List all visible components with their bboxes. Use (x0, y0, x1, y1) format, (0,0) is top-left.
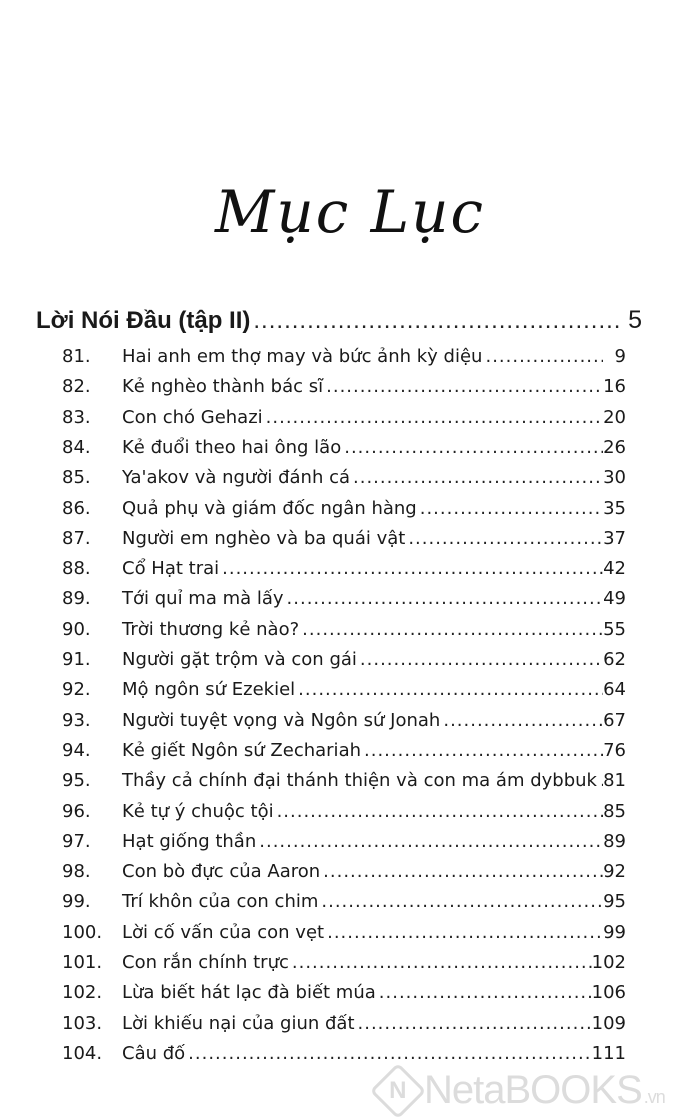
entry-number: 86. (62, 497, 91, 519)
toc-entry[interactable] (0, 1043, 700, 1071)
entry-title-with-leader (122, 710, 606, 731)
entry-number: 88. (62, 558, 91, 580)
entry-number: 83. (62, 406, 91, 428)
entry-title: Kẻ nghèo thành bác sĩ (122, 376, 324, 398)
entry-number: 97. (62, 830, 91, 852)
dot-leader (364, 740, 603, 761)
page-title: Mục Lục (214, 178, 485, 246)
entry-title: Lời khiếu nại của giun đất (122, 1012, 355, 1034)
entry-page-number: 95 (603, 891, 626, 913)
entry-title: Hai anh em thợ may và bức ảnh kỳ diệu (122, 346, 483, 367)
entry-page-number: 35 (603, 497, 626, 519)
dot-leader (266, 407, 603, 428)
watermark-text: NetaBOOKS .vn (424, 1068, 665, 1112)
entry-page-number: 81 (603, 770, 626, 792)
dot-leader (353, 467, 603, 488)
entry-number: 82. (62, 376, 91, 398)
entry-page-number: 109 (591, 1012, 626, 1034)
entry-page-number: 89 (603, 830, 626, 852)
toc-entry[interactable] (0, 558, 700, 586)
dot-leader (302, 619, 603, 640)
netabooks-logo-icon: N (370, 1062, 427, 1119)
entry-number: 100. (62, 921, 103, 943)
entry-title: Kẻ đuổi theo hai ông lão (122, 436, 342, 458)
entry-title: Lừa biết hát lạc đà biết múa (122, 982, 376, 1004)
dot-leader (326, 376, 603, 397)
entry-page-number: 102 (591, 952, 626, 973)
dot-leader (323, 861, 603, 882)
entry-title-with-leader (122, 952, 596, 973)
dot-leader (420, 498, 603, 519)
entry-title-with-leader (122, 467, 606, 488)
dot-leader (259, 831, 603, 852)
entry-title: Mộ ngôn sứ Ezekiel (122, 679, 296, 701)
entry-page-number: 55 (603, 618, 626, 640)
entry-title-with-leader (122, 376, 606, 397)
entry-page-number: 111 (591, 1042, 626, 1064)
entry-title-with-leader (122, 982, 596, 1003)
toc-entry[interactable] (0, 861, 700, 889)
entry-title-with-leader (122, 619, 606, 640)
entry-title: Cổ Hạt trai (122, 558, 220, 580)
dot-leader (292, 952, 593, 973)
dot-leader (222, 558, 603, 579)
entry-page-number: 30 (603, 467, 626, 489)
entry-number: 93. (62, 709, 91, 731)
entry-title-with-leader (122, 1043, 596, 1064)
entry-title-with-leader (122, 922, 606, 943)
entry-page-number: 42 (603, 558, 626, 580)
dot-leader (379, 982, 593, 1003)
entry-title-with-leader (122, 528, 606, 549)
entry-page-number: 76 (603, 739, 626, 761)
entry-title-with-leader (122, 891, 606, 912)
dot-leader (408, 528, 603, 549)
entry-page-number: 49 (603, 588, 626, 610)
entry-number: 92. (62, 679, 91, 701)
entry-title: Trời thương kẻ nào? (122, 618, 300, 640)
entry-title: Kẻ tự ý chuộc tội (122, 800, 274, 822)
entry-number: 90. (62, 618, 91, 640)
toc-entry[interactable] (0, 922, 700, 950)
dot-leader (360, 649, 603, 670)
entry-number: 91. (62, 649, 91, 670)
toc-entry[interactable] (0, 831, 700, 859)
toc-entry[interactable] (0, 982, 700, 1010)
toc-entry[interactable] (0, 588, 700, 616)
entry-title-with-leader (122, 1013, 596, 1034)
entry-title-with-leader (122, 679, 606, 700)
entry-number: 87. (62, 527, 91, 549)
dot-leader (358, 1013, 594, 1034)
dot-leader (298, 679, 603, 700)
entry-page-number: 16 (603, 376, 626, 398)
entry-title: Câu đố (122, 1042, 186, 1064)
entry-page-number: 64 (603, 679, 626, 701)
entry-number: 101. (62, 952, 103, 973)
entry-page-number: 99 (603, 921, 626, 943)
entry-title-with-leader (122, 831, 606, 852)
preface-page-number: 5 (628, 306, 642, 334)
entry-title: Lời cố vấn của con vẹt (122, 921, 325, 943)
entry-number: 94. (62, 739, 91, 761)
toc-entry[interactable] (0, 498, 700, 526)
toc-entry[interactable] (0, 770, 700, 798)
entry-page-number: 20 (603, 406, 626, 428)
dot-leader (327, 922, 603, 943)
entry-title: Ya'akov và người đánh cá (122, 467, 350, 489)
toc-entry[interactable] (0, 891, 700, 919)
dot-leader (253, 307, 623, 335)
entry-number: 96. (62, 800, 91, 822)
entry-title: Tới quỉ ma mà lấy (122, 588, 284, 610)
entry-number: 85. (62, 467, 91, 489)
toc-entry[interactable] (0, 710, 700, 738)
entry-title: Kẻ giết Ngôn sứ Zechariah (122, 739, 362, 761)
entry-title: Hạt giống thần (122, 830, 257, 852)
entry-title: Quả phụ và giám đốc ngân hàng (122, 497, 417, 519)
toc-entry[interactable] (0, 679, 700, 707)
toc-entry[interactable] (0, 528, 700, 556)
entry-number: 84. (62, 436, 91, 458)
entry-number: 89. (62, 588, 91, 610)
entry-title: Người tuyệt vọng và Ngôn sứ Jonah (122, 709, 441, 731)
entry-page-number: 62 (603, 649, 626, 670)
entry-page-number: 106 (591, 982, 626, 1004)
entry-page-number: 37 (603, 527, 626, 549)
entry-title-with-leader (122, 407, 606, 428)
entry-number: 95. (62, 770, 91, 792)
entry-page-number: 92 (603, 861, 626, 883)
entry-title-with-leader (122, 558, 606, 579)
entry-number: 103. (62, 1012, 103, 1034)
dot-leader (277, 801, 603, 822)
entry-title-with-leader (122, 801, 606, 822)
entry-title: Người gặt trộm và con gái (122, 649, 357, 670)
entry-number: 102. (62, 982, 103, 1004)
toc-entry[interactable] (0, 801, 700, 829)
entry-title-with-leader (122, 588, 606, 609)
toc-entry[interactable] (0, 407, 700, 435)
entry-number: 104. (62, 1042, 103, 1064)
dot-leader (443, 710, 603, 731)
entry-title-with-leader (122, 770, 606, 791)
entry-number: 81. (62, 346, 91, 367)
toc-entry[interactable] (0, 437, 700, 465)
toc-entry[interactable] (0, 467, 700, 495)
entry-page-number: 9 (614, 346, 626, 367)
entry-page-number: 67 (603, 709, 626, 731)
dot-leader (321, 891, 603, 912)
entry-title-with-leader (122, 649, 606, 670)
dot-leader (344, 437, 603, 458)
entry-title: Con bò đực của Aaron (122, 861, 321, 883)
toc-entry[interactable] (0, 376, 700, 404)
entry-title: Trí khôn của con chim (122, 891, 319, 913)
entry-page-number: 85 (603, 800, 626, 822)
toc-entry[interactable] (0, 1013, 700, 1041)
toc-preface-row[interactable] (36, 306, 642, 342)
toc-entry[interactable] (0, 619, 700, 647)
entry-title: Người em nghèo và ba quái vật (122, 527, 406, 549)
entry-number: 98. (62, 861, 91, 883)
toc-entry[interactable] (0, 346, 700, 374)
entry-title-with-leader (122, 740, 606, 761)
dot-leader (287, 588, 603, 609)
entry-title-with-leader (122, 437, 606, 458)
entry-title-with-leader (122, 498, 606, 519)
watermark (378, 1068, 665, 1113)
entry-title-with-leader (122, 346, 606, 367)
entry-title: Con rắn chính trực (122, 952, 289, 973)
toc-entry[interactable] (0, 649, 700, 677)
entry-title: Thầy cả chính đại thánh thiện và con ma ám dybbuk (122, 770, 597, 792)
entry-number: 99. (62, 891, 91, 913)
preface-label: Lời Nói Đầu (tập II) (36, 307, 251, 334)
entry-title-with-leader (122, 861, 606, 882)
toc-entry[interactable] (0, 952, 700, 980)
dot-leader (485, 346, 603, 367)
entry-title: Con chó Gehazi (122, 406, 263, 428)
dot-leader (188, 1043, 593, 1064)
toc-entry[interactable] (0, 740, 700, 768)
entry-page-number: 26 (603, 436, 626, 458)
